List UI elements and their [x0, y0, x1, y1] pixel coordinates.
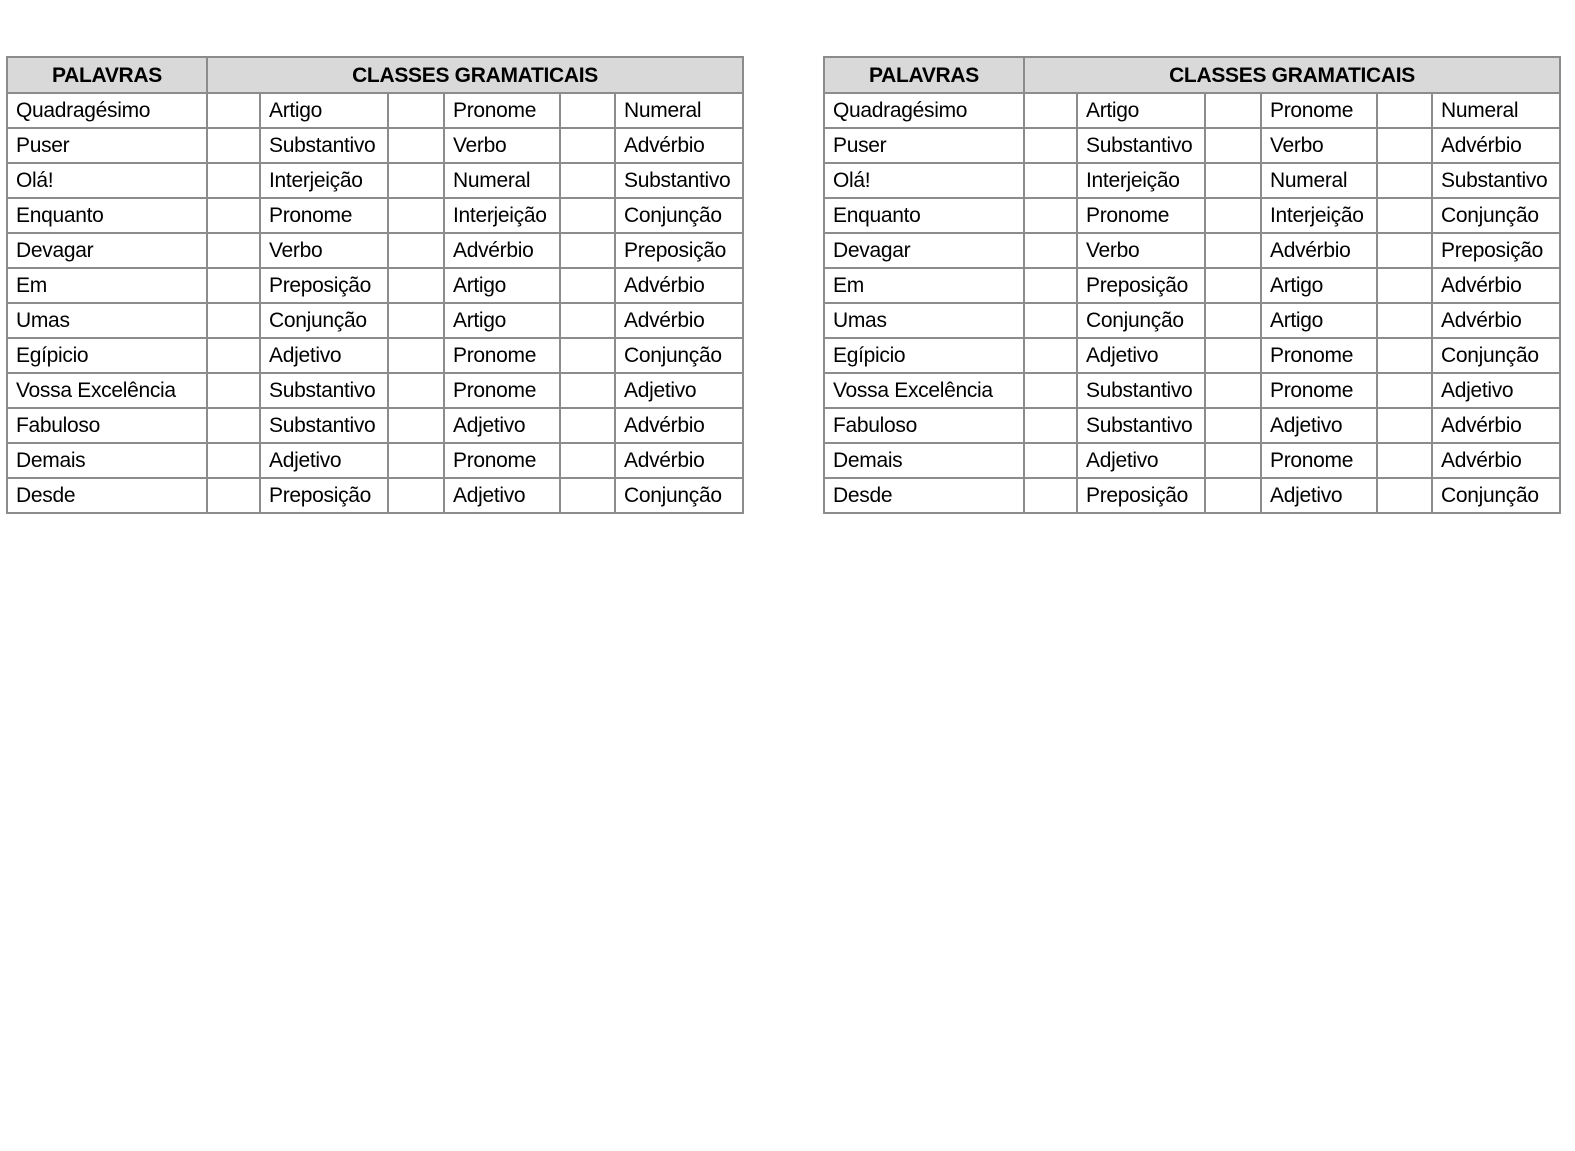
word-cell: Devagar: [7, 233, 207, 268]
class-option-label: Substantivo: [260, 408, 388, 443]
table-row: [824, 478, 1560, 513]
class-option-label: Artigo: [260, 93, 388, 128]
answer-box[interactable]: [388, 373, 444, 408]
class-option-label: Advérbio: [444, 233, 560, 268]
answer-box[interactable]: [1024, 93, 1077, 128]
answer-box[interactable]: [560, 303, 615, 338]
answer-box[interactable]: [388, 128, 444, 163]
words-column-header: PALAVRAS: [824, 57, 1024, 93]
worksheet-table-left: [6, 56, 744, 514]
answer-box[interactable]: [207, 408, 260, 443]
answer-box[interactable]: [1205, 233, 1261, 268]
class-option-label: Advérbio: [1432, 128, 1560, 163]
answer-box[interactable]: [207, 233, 260, 268]
answer-box[interactable]: [388, 163, 444, 198]
table-row: [824, 303, 1560, 338]
answer-box[interactable]: [560, 478, 615, 513]
word-cell: Enquanto: [7, 198, 207, 233]
class-option-label: Numeral: [444, 163, 560, 198]
answer-box[interactable]: [207, 478, 260, 513]
class-option-label: Verbo: [1077, 233, 1205, 268]
class-option-label: Substantivo: [1432, 163, 1560, 198]
answer-box[interactable]: [1205, 93, 1261, 128]
word-cell: Enquanto: [824, 198, 1024, 233]
answer-box[interactable]: [1377, 128, 1432, 163]
answer-box[interactable]: [207, 373, 260, 408]
answer-box[interactable]: [560, 373, 615, 408]
answer-box[interactable]: [1205, 373, 1261, 408]
answer-box[interactable]: [388, 338, 444, 373]
class-option-label: Adjetivo: [260, 338, 388, 373]
answer-box[interactable]: [1024, 268, 1077, 303]
answer-box[interactable]: [1024, 233, 1077, 268]
class-option-label: Preposição: [1432, 233, 1560, 268]
word-cell: Desde: [7, 478, 207, 513]
class-option-label: Adjetivo: [615, 373, 743, 408]
table-row: [7, 408, 743, 443]
answer-box[interactable]: [1024, 478, 1077, 513]
class-option-label: Advérbio: [1432, 443, 1560, 478]
answer-box[interactable]: [560, 198, 615, 233]
class-option-label: Preposição: [260, 268, 388, 303]
class-option-label: Artigo: [1261, 268, 1377, 303]
answer-box[interactable]: [1205, 443, 1261, 478]
word-cell: Umas: [7, 303, 207, 338]
answer-box[interactable]: [207, 303, 260, 338]
answer-box[interactable]: [560, 128, 615, 163]
answer-box[interactable]: [560, 443, 615, 478]
class-option-label: Advérbio: [615, 268, 743, 303]
word-cell: Quadragésimo: [7, 93, 207, 128]
class-option-label: Adjetivo: [1077, 443, 1205, 478]
answer-box[interactable]: [1377, 233, 1432, 268]
table-row: [7, 443, 743, 478]
answer-box[interactable]: [207, 93, 260, 128]
answer-box[interactable]: [560, 408, 615, 443]
class-option-label: Preposição: [260, 478, 388, 513]
answer-box[interactable]: [1205, 268, 1261, 303]
class-option-label: Pronome: [1261, 338, 1377, 373]
class-option-label: Advérbio: [615, 128, 743, 163]
answer-box[interactable]: [207, 128, 260, 163]
word-cell: Vossa Excelência: [7, 373, 207, 408]
class-option-label: Conjunção: [1432, 338, 1560, 373]
words-column-header: PALAVRAS: [7, 57, 207, 93]
table-row: [824, 338, 1560, 373]
answer-box[interactable]: [1024, 163, 1077, 198]
class-option-label: Adjetivo: [444, 478, 560, 513]
word-cell: Umas: [824, 303, 1024, 338]
class-option-label: Artigo: [444, 268, 560, 303]
class-option-label: Conjunção: [1432, 198, 1560, 233]
answer-box[interactable]: [1377, 93, 1432, 128]
word-cell: Olá!: [824, 163, 1024, 198]
class-option-label: Substantivo: [1077, 408, 1205, 443]
word-cell: Fabuloso: [824, 408, 1024, 443]
class-option-label: Pronome: [444, 338, 560, 373]
class-option-label: Conjunção: [1077, 303, 1205, 338]
answer-box[interactable]: [1377, 408, 1432, 443]
class-option-label: Preposição: [1077, 268, 1205, 303]
word-cell: Desde: [824, 478, 1024, 513]
class-option-label: Numeral: [1432, 93, 1560, 128]
word-cell: Egípicio: [824, 338, 1024, 373]
table-row: [824, 163, 1560, 198]
answer-box[interactable]: [1205, 198, 1261, 233]
class-option-label: Pronome: [1077, 198, 1205, 233]
class-option-label: Advérbio: [615, 443, 743, 478]
table-row: [7, 198, 743, 233]
table-row: [7, 233, 743, 268]
class-option-label: Pronome: [260, 198, 388, 233]
class-option-label: Verbo: [260, 233, 388, 268]
answer-box[interactable]: [560, 93, 615, 128]
class-option-label: Substantivo: [1077, 128, 1205, 163]
table-body: [824, 93, 1560, 513]
answer-box[interactable]: [388, 443, 444, 478]
answer-box[interactable]: [1377, 443, 1432, 478]
class-option-label: Advérbio: [1261, 233, 1377, 268]
class-option-label: Substantivo: [1077, 373, 1205, 408]
class-option-label: Pronome: [444, 373, 560, 408]
class-option-label: Numeral: [615, 93, 743, 128]
word-cell: Em: [824, 268, 1024, 303]
class-option-label: Verbo: [1261, 128, 1377, 163]
class-option-label: Interjeição: [1077, 163, 1205, 198]
answer-box[interactable]: [388, 408, 444, 443]
answer-box[interactable]: [207, 268, 260, 303]
class-option-label: Adjetivo: [444, 408, 560, 443]
class-option-label: Adjetivo: [1261, 478, 1377, 513]
class-option-label: Substantivo: [615, 163, 743, 198]
table-row: [7, 303, 743, 338]
class-option-label: Artigo: [444, 303, 560, 338]
class-option-label: Conjunção: [260, 303, 388, 338]
classes-column-header: CLASSES GRAMATICAIS: [207, 57, 743, 93]
class-option-label: Advérbio: [1432, 303, 1560, 338]
class-option-label: Substantivo: [260, 373, 388, 408]
answer-box[interactable]: [207, 198, 260, 233]
class-option-label: Advérbio: [1432, 408, 1560, 443]
class-option-label: Adjetivo: [1261, 408, 1377, 443]
class-option-label: Artigo: [1077, 93, 1205, 128]
class-option-label: Adjetivo: [260, 443, 388, 478]
word-cell: Demais: [824, 443, 1024, 478]
class-option-label: Pronome: [444, 93, 560, 128]
table-body: [7, 93, 743, 513]
answer-box[interactable]: [1377, 373, 1432, 408]
table-row: [7, 338, 743, 373]
class-option-label: Conjunção: [615, 478, 743, 513]
class-option-label: Numeral: [1261, 163, 1377, 198]
word-cell: Egípicio: [7, 338, 207, 373]
answer-box[interactable]: [207, 163, 260, 198]
answer-box[interactable]: [207, 443, 260, 478]
word-cell: Puser: [7, 128, 207, 163]
answer-box[interactable]: [560, 233, 615, 268]
table-row: [824, 443, 1560, 478]
answer-box[interactable]: [1377, 478, 1432, 513]
answer-box[interactable]: [207, 338, 260, 373]
answer-box[interactable]: [388, 268, 444, 303]
answer-box[interactable]: [560, 338, 615, 373]
class-option-label: Pronome: [1261, 373, 1377, 408]
class-option-label: Interjeição: [1261, 198, 1377, 233]
class-option-label: Advérbio: [615, 408, 743, 443]
table-row: [7, 478, 743, 513]
table-row: [824, 268, 1560, 303]
class-option-label: Conjunção: [615, 198, 743, 233]
table-header-row: [824, 57, 1560, 93]
table-row: [7, 268, 743, 303]
class-option-label: Adjetivo: [1432, 373, 1560, 408]
class-option-label: Advérbio: [615, 303, 743, 338]
word-cell: Vossa Excelência: [824, 373, 1024, 408]
word-cell: Demais: [7, 443, 207, 478]
answer-box[interactable]: [1024, 198, 1077, 233]
answer-box[interactable]: [1205, 408, 1261, 443]
class-option-label: Interjeição: [260, 163, 388, 198]
table-header-row: [7, 57, 743, 93]
table-row: [824, 373, 1560, 408]
class-option-label: Advérbio: [1432, 268, 1560, 303]
class-option-label: Interjeição: [444, 198, 560, 233]
answer-box[interactable]: [1377, 163, 1432, 198]
answer-box[interactable]: [1205, 478, 1261, 513]
answer-box[interactable]: [560, 163, 615, 198]
word-cell: Quadragésimo: [824, 93, 1024, 128]
class-option-label: Artigo: [1261, 303, 1377, 338]
class-option-label: Conjunção: [615, 338, 743, 373]
word-cell: Puser: [824, 128, 1024, 163]
table-row: [7, 373, 743, 408]
table-row: [7, 163, 743, 198]
word-cell: Olá!: [7, 163, 207, 198]
answer-box[interactable]: [1024, 303, 1077, 338]
table-row: [824, 198, 1560, 233]
table-row: [824, 93, 1560, 128]
answer-box[interactable]: [388, 233, 444, 268]
word-cell: Em: [7, 268, 207, 303]
classes-column-header: CLASSES GRAMATICAIS: [1024, 57, 1560, 93]
answer-box[interactable]: [1377, 268, 1432, 303]
answer-box[interactable]: [1024, 128, 1077, 163]
class-option-label: Pronome: [1261, 443, 1377, 478]
answer-box[interactable]: [1205, 163, 1261, 198]
answer-box[interactable]: [1205, 338, 1261, 373]
class-option-label: Verbo: [444, 128, 560, 163]
answer-box[interactable]: [1377, 338, 1432, 373]
answer-box[interactable]: [1024, 408, 1077, 443]
answer-box[interactable]: [388, 303, 444, 338]
table-row: [824, 128, 1560, 163]
table-row: [7, 93, 743, 128]
answer-box[interactable]: [388, 478, 444, 513]
answer-box[interactable]: [1024, 338, 1077, 373]
answer-box[interactable]: [388, 93, 444, 128]
answer-box[interactable]: [1377, 198, 1432, 233]
class-option-label: Substantivo: [260, 128, 388, 163]
table-row: [824, 233, 1560, 268]
class-option-label: Preposição: [615, 233, 743, 268]
answer-box[interactable]: [1024, 373, 1077, 408]
word-cell: Devagar: [824, 233, 1024, 268]
class-option-label: Adjetivo: [1077, 338, 1205, 373]
answer-box[interactable]: [1377, 303, 1432, 338]
table-row: [824, 408, 1560, 443]
class-option-label: Pronome: [444, 443, 560, 478]
answer-box[interactable]: [1205, 128, 1261, 163]
answer-box[interactable]: [1205, 303, 1261, 338]
answer-box[interactable]: [388, 198, 444, 233]
class-option-label: Conjunção: [1432, 478, 1560, 513]
answer-box[interactable]: [560, 268, 615, 303]
class-option-label: Pronome: [1261, 93, 1377, 128]
worksheet-table-right: [823, 56, 1561, 514]
answer-box[interactable]: [1024, 443, 1077, 478]
class-option-label: Preposição: [1077, 478, 1205, 513]
word-cell: Fabuloso: [7, 408, 207, 443]
table-row: [7, 128, 743, 163]
